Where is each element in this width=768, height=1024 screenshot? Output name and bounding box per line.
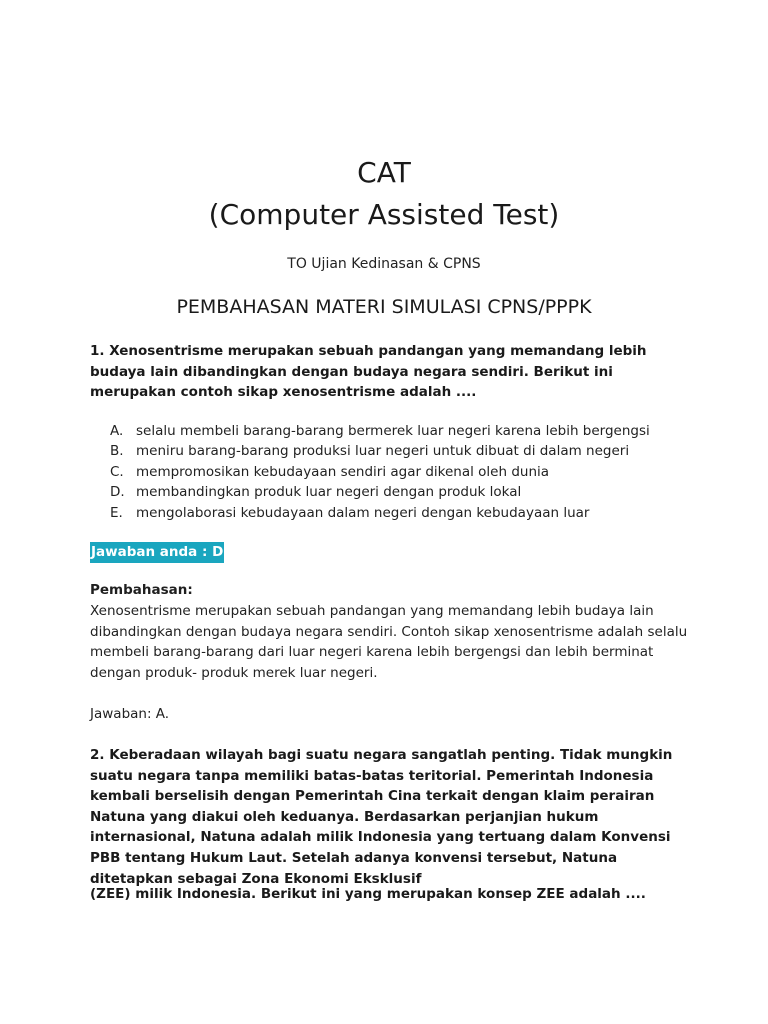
section-heading: PEMBAHASAN MATERI SIMULASI CPNS/PPPK	[176, 296, 592, 318]
option-text: mempromosikan kebudayaan sendiri agar dikenal oleh dunia	[136, 463, 550, 480]
option-text: meniru barang-barang produksi luar negeri untuk dibuat di dalam negeri	[136, 443, 630, 460]
document-title-line2: (Computer Assisted Test)	[208, 198, 560, 231]
option-e	[110, 503, 690, 523]
option-letter: C.	[110, 463, 124, 480]
option-a	[110, 421, 690, 441]
question-1-text: 1. Xenosentrisme merupakan sebuah pandangan yang memandang lebih budaya lain dibandingkan dengan budaya negara sendiri. Berikut ini merupakan contoh sikap xenosentrisme adalah ....	[90, 343, 647, 401]
option-text: selalu membeli barang-barang bermerek luar negeri karena lebih bergengsi	[136, 423, 650, 439]
user-answer-badge: Jawaban anda : D	[90, 542, 224, 563]
question-1-options	[110, 421, 690, 523]
question-2-text: 2. Keberadaan wilayah bagi suatu negara sangatlah penting. Tidak mungkin suatu negara tanpa memiliki batas-batas teritorial. Pemerintah Indonesia kembali berselisih dengan Pemerintah Cina terkait dengan klaim perairan Natuna yang diakui oleh keduanya. Berdasarkan perjanjian hukum internasional, Natuna adalah milik Indonesia yang tertuang dalam Konvensi PBB tentang Hukum Laut. Setelah adanya konvensi tersebut, Natuna ditetapkan sebagai Zona Ekonomi Eksklusif	[90, 747, 673, 887]
correct-answer: Jawaban: A.	[90, 706, 170, 722]
question-2-text-continued: (ZEE) milik Indonesia. Berikut ini yang merupakan konsep ZEE adalah ....	[90, 886, 646, 902]
option-letter: B.	[110, 443, 124, 460]
option-text: mengolaborasi kebudayaan dalam negeri dengan kebudayaan luar	[136, 504, 590, 521]
option-letter: E.	[110, 504, 123, 521]
explanation-label: Pembahasan:	[90, 582, 193, 598]
document-subtitle: TO Ujian Kedinasan & CPNS	[287, 256, 481, 272]
option-d	[110, 482, 690, 502]
explanation-text: Xenosentrisme merupakan sebuah pandangan yang memandang lebih budaya lain dibandingkan dengan budaya negara sendiri. Contoh sikap xenosentrisme adalah selalu membeli barang-barang dari luar negeri karena lebih bergengsi dan lebih berminat dengan produk- produk merek luar negeri.	[90, 603, 688, 681]
option-b	[110, 441, 690, 461]
option-letter: A.	[110, 423, 124, 439]
option-text: membandingkan produk luar negeri dengan produk lokal	[136, 484, 522, 501]
document-title-line1: CAT	[357, 156, 411, 189]
option-letter: D.	[110, 484, 125, 501]
option-c	[110, 462, 690, 482]
